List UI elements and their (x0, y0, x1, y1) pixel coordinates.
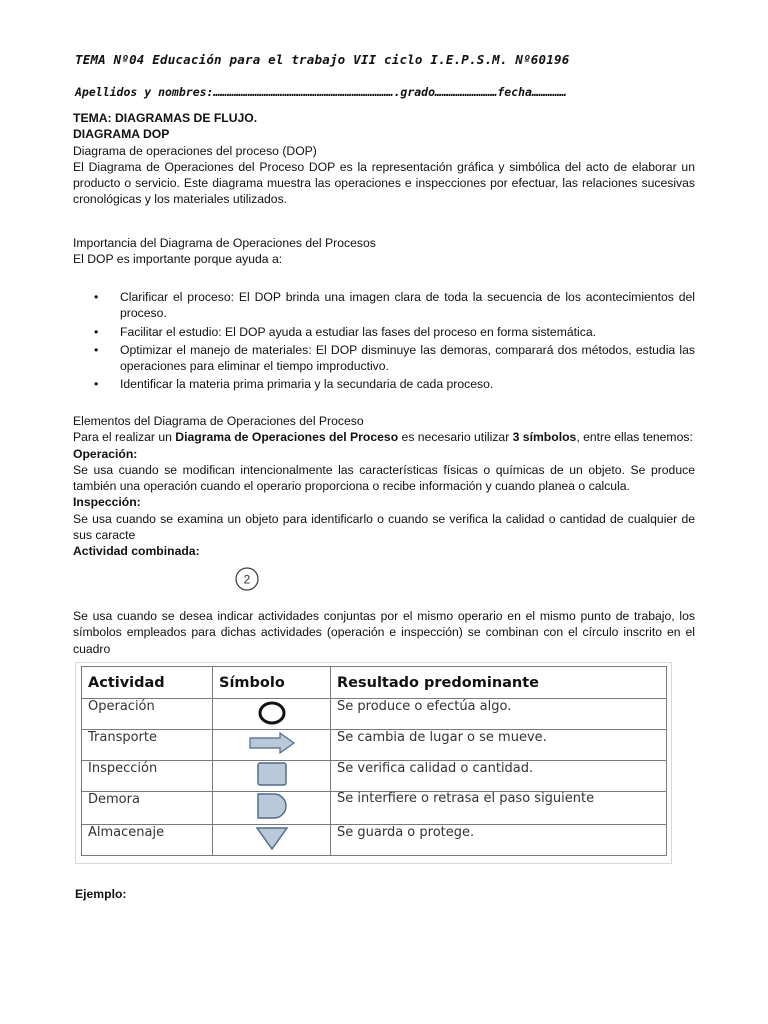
list-item: • Optimizar el manejo de materiales: El DOP disminuye las demoras, comparará dos métodos, estudia las operaciones para eliminar el tiempo improductivo. (94, 342, 695, 374)
importance-list-wrap (73, 289, 695, 395)
list-item: • Identificar la materia prima primaria y la secundaria de cada proceso. (94, 377, 494, 392)
circle-icon (252, 699, 292, 725)
table-cell-activity: Inspección (82, 761, 213, 792)
intro-section (73, 110, 695, 208)
combined-symbol-number: 2 (243, 572, 251, 587)
operation-text: Se usa cuando se modifican intencionalmente las características físicas o químicas de un objeto. Se produce también una operación cuando el operario proporciona o recibe información y cuando planea o calcula. (73, 462, 695, 494)
table-cell-activity: Operación (82, 699, 213, 730)
list-item: • Clarificar el proceso: El DOP brinda una imagen clara de toda la secuencia de los acontecimientos del proceso. (94, 290, 695, 321)
table-cell-activity: Transporte (82, 730, 213, 761)
table-row (82, 825, 667, 856)
d-shape-icon (252, 792, 292, 820)
importance-section (73, 235, 695, 268)
example-label: Ejemplo: (75, 887, 127, 901)
table-cell-symbol (213, 825, 331, 856)
table-cell-symbol (213, 761, 331, 792)
student-name-line: Apellidos y nombres:…………………………………………………………………….grado………………………fecha…………… (75, 85, 567, 99)
table-header-result: Resultado predominante (331, 667, 667, 699)
symbol-table (81, 666, 667, 856)
importance-list (73, 289, 695, 393)
topic-heading: TEMA: DIAGRAMAS DE FLUJO. (73, 111, 258, 125)
dop-subtitle: Diagrama de operaciones del proceso (DOP) (73, 143, 317, 158)
table-cell-activity: Demora (82, 792, 213, 825)
dop-definition: El Diagrama de Operaciones del Proceso DOP es la representación gráfica y simbólica del acto de elaborar un producto o servicio. Este diagrama muestra las operaciones e inspecciones por efectuar, las relaciones sucesivas cronológicas y los materiales utilizados. (73, 159, 695, 207)
list-item: • Facilitar el estudio: El DOP ayuda a estudiar las fases del proceso en forma sistemática. (94, 324, 596, 339)
table-cell-result: Se verifica calidad o cantidad. (331, 761, 667, 792)
table-cell-result: Se interfiere o retrasa el paso siguiente (331, 792, 667, 825)
inspection-label: Inspección: (73, 495, 141, 510)
table-row (82, 730, 667, 761)
table-row (82, 792, 667, 825)
elements-heading: Elementos del Diagrama de Operaciones del Proceso (73, 414, 364, 428)
inspection-text: Se usa cuando se examina un objeto para identificarlo o cuando se verifica la calidad o cantidad de cualquier de sus caracte (73, 511, 695, 543)
table-header-symbol: Símbolo (213, 667, 331, 699)
arrow-icon (247, 731, 297, 755)
table-cell-activity: Almacenaje (82, 825, 213, 856)
elements-section (73, 413, 695, 560)
triangle-icon (252, 825, 292, 851)
table-cell-result: Se cambia de lugar o se mueve. (331, 730, 667, 761)
dop-heading: DIAGRAMA DOP (73, 127, 170, 142)
table-cell-result: Se guarda o protege. (331, 825, 667, 856)
table-cell-symbol (213, 730, 331, 761)
table-header-activity: Actividad (82, 667, 213, 699)
document-title: TEMA Nº04 Educación para el trabajo VII ciclo I.E.P.S.M. Nº60196 (75, 52, 570, 67)
table-row (82, 699, 667, 730)
square-icon (252, 761, 292, 787)
symbol-table-image (75, 662, 672, 864)
table-row (82, 761, 667, 792)
combined-label: Actividad combinada: (73, 544, 200, 559)
elements-intro: Para el realizar un Diagrama de Operaciones del Proceso es necesario utilizar 3 símbolos, entre ellas tenemos: (73, 430, 693, 445)
combined-activity-icon (233, 565, 261, 593)
importance-lead: El DOP es importante porque ayuda a: (73, 252, 283, 267)
operation-label: Operación: (73, 446, 138, 461)
table-cell-symbol (213, 792, 331, 825)
combined-text: Se usa cuando se desea indicar actividades conjuntas por el mismo operario en el mismo punto de trabajo, los símbolos empleados para dichas actividades (operación e inspección) se combinan con el círculo inscrito en el cuadro (73, 609, 695, 656)
importance-heading: Importancia del Diagrama de Operaciones del Procesos (73, 236, 376, 250)
table-cell-symbol (213, 699, 331, 730)
table-cell-result: Se produce o efectúa algo. (331, 699, 667, 730)
